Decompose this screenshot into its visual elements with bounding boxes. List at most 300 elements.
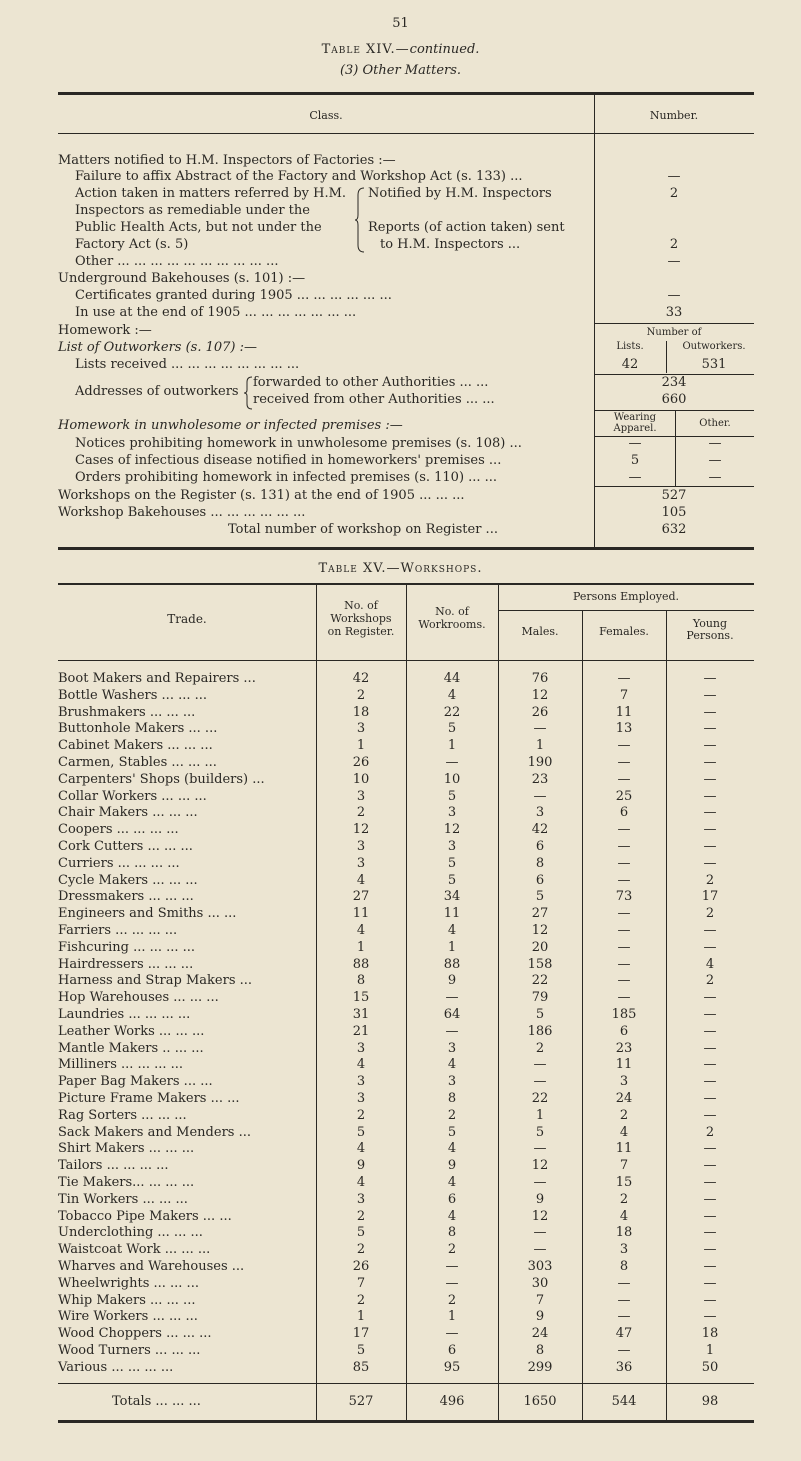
cell-young: — [703, 1208, 717, 1224]
reports-line-2: to H.M. Inspectors ... [380, 237, 521, 252]
cell-workshops: 2 [356, 1107, 366, 1123]
cell-workrooms: 22 [443, 704, 461, 720]
cell-workrooms: 1 [447, 738, 457, 754]
cell-young: — [703, 1191, 717, 1207]
cell-workshops: 31 [352, 1007, 370, 1022]
cell-females: — [617, 872, 631, 888]
cell-young: 2 [705, 1124, 715, 1140]
cell-workshops: 2 [356, 1208, 366, 1224]
cell-females: 2 [619, 1107, 629, 1123]
cases-wearing: 5 [630, 453, 640, 468]
cell-young: — [703, 1074, 717, 1090]
cell-workrooms: 5 [447, 872, 457, 888]
cell-females: — [617, 771, 631, 787]
cell-males: 12 [531, 1208, 549, 1224]
cell-females: 3 [619, 1074, 629, 1090]
cell-trade: Various ... ... ... ... [58, 1359, 174, 1375]
cases-other: — [708, 453, 722, 468]
cell-females: — [617, 738, 631, 754]
cell-trade: Picture Frame Makers ... ... [58, 1091, 240, 1106]
notices-other: — [708, 436, 722, 451]
cell-males: 5 [535, 1124, 545, 1140]
cell-workrooms: 4 [447, 1057, 457, 1073]
cell-trade: Wood Turners ... ... ... [58, 1343, 201, 1358]
cell-females: 7 [619, 687, 629, 703]
cell-males: 30 [531, 1275, 549, 1291]
col-workrooms: No. of Workrooms. [418, 605, 486, 631]
cell-workshops: 1 [356, 939, 366, 955]
cell-young: — [703, 939, 717, 955]
cell-females: 8 [619, 1259, 629, 1274]
cell-young: — [703, 923, 717, 938]
cell-workrooms: 4 [447, 1208, 457, 1224]
cell-workrooms: 4 [447, 1175, 457, 1190]
cell-workshops: 12 [352, 822, 370, 838]
cell-males: 7 [535, 1292, 545, 1308]
cell-workshops: 11 [352, 906, 370, 922]
cell-young: — [703, 771, 717, 787]
total-males: 1650 [523, 1394, 557, 1409]
cell-workrooms: 6 [447, 1343, 457, 1358]
notices-wearing: — [628, 436, 642, 451]
cell-females: 2 [619, 1191, 629, 1207]
cell-males: 1 [535, 738, 545, 754]
cell-workrooms: — [445, 1275, 459, 1291]
cell-males: — [533, 1175, 547, 1190]
cell-workshops: 2 [356, 805, 366, 821]
cell-workrooms: 2 [447, 1107, 457, 1123]
cell-workshops: 3 [356, 1074, 366, 1090]
action-line-1: Action taken in matters referred by H.M. [75, 186, 347, 201]
other-value: — [667, 254, 681, 269]
cell-trade: Paper Bag Makers ... ... [58, 1074, 213, 1090]
cell-workshops: 3 [356, 855, 366, 871]
cell-workshops: 3 [356, 788, 366, 804]
cell-males: — [533, 788, 547, 804]
cell-young: — [703, 738, 717, 754]
cell-workrooms: 8 [447, 1225, 457, 1241]
cell-workrooms: 5 [447, 721, 457, 737]
cell-workshops: 17 [352, 1326, 370, 1342]
cell-workrooms: 8 [447, 1091, 457, 1106]
cell-young: — [703, 1091, 717, 1106]
cell-trade: Cycle Makers ... ... ... [58, 872, 198, 888]
cell-males: 27 [531, 906, 549, 922]
total-females: 544 [611, 1394, 637, 1409]
table14-col-number: Number. [649, 109, 699, 122]
cell-workrooms: — [445, 1326, 459, 1342]
total-register-label: Total number of workshop on Register ... [228, 522, 498, 537]
cell-females: — [617, 671, 631, 686]
outworkers-col-label: Outworkers. [682, 341, 746, 352]
cell-young: — [703, 805, 717, 821]
cell-young: 4 [705, 956, 715, 972]
table14-section: (3) Other Matters. [339, 63, 462, 78]
cell-young: — [703, 1158, 717, 1174]
failure-value: — [667, 169, 681, 184]
cell-trade: Farriers ... ... ... ... [58, 923, 178, 938]
cell-trade: Hairdressers ... ... ... [58, 956, 194, 972]
cell-males: 9 [535, 1191, 545, 1207]
cell-females: 18 [615, 1225, 633, 1241]
outworkers-value: 531 [701, 357, 727, 372]
cell-workrooms: 4 [447, 687, 457, 703]
cell-young: — [703, 1309, 717, 1325]
cell-workrooms: 2 [447, 1242, 457, 1258]
cell-workrooms: — [445, 1259, 459, 1274]
cell-trade: Carpenters' Shops (builders) ... [58, 771, 265, 787]
cell-workrooms: 3 [447, 839, 457, 854]
cell-trade: Coopers ... ... ... ... [58, 822, 179, 838]
cell-young: 18 [701, 1326, 719, 1342]
forwarded-value: 234 [661, 375, 687, 390]
cell-females: 6 [619, 805, 629, 821]
cell-females: — [617, 1309, 631, 1325]
cell-females: — [617, 855, 631, 871]
cell-trade: Curriers ... ... ... ... [58, 855, 180, 871]
cell-trade: Brushmakers ... ... ... [58, 704, 196, 720]
cell-workrooms: 4 [447, 1141, 457, 1157]
cell-trade: Wire Workers ... ... ... [58, 1309, 198, 1325]
cell-males: 42 [531, 822, 549, 838]
cell-females: 4 [619, 1208, 629, 1224]
cell-workshops: 85 [352, 1359, 370, 1375]
cell-workshops: 2 [356, 1292, 366, 1308]
cell-trade: Whip Makers ... ... ... [58, 1292, 196, 1308]
cell-workrooms: 10 [443, 771, 461, 787]
cell-males: 158 [527, 956, 553, 972]
cell-young: — [703, 1292, 717, 1308]
cell-females: — [617, 990, 631, 1006]
cell-males: — [533, 1074, 547, 1090]
cell-females: — [617, 1275, 631, 1291]
received-value: 660 [661, 392, 687, 407]
cell-trade: Cork Cutters ... ... ... [58, 839, 193, 854]
cell-young: — [703, 839, 717, 854]
table15-title: Table XV.—Workshops. [318, 561, 483, 576]
certificates-label: Certificates granted during 1905 ... ... ... ... ... ... [75, 288, 392, 303]
cell-trade: Hop Warehouses ... ... ... [58, 990, 219, 1006]
cell-workshops: 4 [356, 1141, 366, 1157]
totals-label: Totals ... ... ... [112, 1394, 201, 1409]
cell-males: 76 [531, 671, 549, 686]
certificates-value: — [667, 288, 681, 303]
cell-males: — [533, 1225, 547, 1241]
cell-workrooms: 9 [447, 1158, 457, 1174]
total-workshops: 527 [348, 1394, 374, 1409]
forwarded-label: forwarded to other Authorities ... ... [253, 375, 489, 390]
cell-males: 5 [535, 889, 545, 905]
cell-females: — [617, 973, 631, 989]
lists-value: 42 [621, 357, 639, 372]
col-females: Females. [599, 625, 649, 638]
cell-females: 73 [615, 889, 633, 905]
cell-males: — [533, 721, 547, 737]
table14-title: Table XIV.—continued. [321, 42, 480, 57]
homework-heading: Homework :— [58, 323, 152, 338]
cell-males: 24 [531, 1326, 549, 1342]
cell-males: — [533, 1057, 547, 1073]
cell-workrooms: 4 [447, 923, 457, 938]
cell-workshops: 7 [356, 1275, 366, 1291]
underground-heading: Underground Bakehouses (s. 101) :— [58, 271, 306, 286]
lists-col-label: Lists. [616, 341, 644, 352]
cell-females: 36 [615, 1359, 633, 1375]
cell-females: 25 [615, 788, 633, 804]
cell-males: 186 [527, 1023, 553, 1039]
cell-workshops: 3 [356, 1091, 366, 1106]
cell-males: 22 [531, 973, 549, 989]
cell-workshops: 3 [356, 839, 366, 854]
cell-females: — [617, 755, 631, 770]
cell-females: 11 [615, 1057, 633, 1073]
cell-trade: Tailors ... ... ... ... [58, 1158, 169, 1174]
wearing-col-label: Wearing Apparel. [613, 412, 657, 434]
cell-males: 12 [531, 1158, 549, 1174]
cell-workrooms: — [445, 990, 459, 1006]
col-males: Males. [521, 625, 559, 638]
cell-workrooms: 3 [447, 805, 457, 821]
cell-females: 23 [615, 1040, 633, 1056]
cell-workshops: 1 [356, 738, 366, 754]
col-persons: Persons Employed. [572, 590, 680, 603]
cell-trade: Milliners ... ... ... ... [58, 1057, 184, 1073]
cell-young: 17 [701, 889, 719, 905]
cell-workshops: 8 [356, 973, 366, 989]
page-number: 51 [392, 16, 409, 31]
total-workrooms: 496 [439, 1394, 465, 1409]
cell-workshops: 2 [356, 1242, 366, 1258]
cell-trade: Shirt Makers ... ... ... [58, 1141, 195, 1157]
cell-trade: Wheelwrights ... ... ... [58, 1275, 199, 1291]
received-label: received from other Authorities ... ... [253, 392, 495, 407]
cell-workrooms: 95 [443, 1359, 461, 1375]
workshops-register-value: 527 [661, 488, 687, 503]
cell-workrooms: 3 [447, 1074, 457, 1090]
cell-workshops: 9 [356, 1158, 366, 1174]
cell-females: 185 [611, 1007, 637, 1022]
cell-trade: Buttonhole Makers ... ... [58, 721, 218, 737]
lists-received-label: Lists received ... ... ... ... ... ... ... ... [75, 357, 300, 372]
cell-young: — [703, 1023, 717, 1039]
in-use-value: 33 [665, 305, 683, 320]
number-of-label: Number of [646, 327, 702, 338]
cell-females: 47 [615, 1326, 633, 1342]
cell-females: 7 [619, 1158, 629, 1174]
cell-workrooms: 12 [443, 822, 461, 838]
cell-workshops: 1 [356, 1309, 366, 1325]
cell-females: — [617, 956, 631, 972]
cell-females: — [617, 906, 631, 922]
cell-workshops: 26 [352, 755, 370, 770]
cell-trade: Laundries ... ... ... ... [58, 1007, 191, 1022]
cell-males: 9 [535, 1309, 545, 1325]
cell-trade: Bottle Washers ... ... ... [58, 687, 208, 703]
cell-young: — [703, 687, 717, 703]
cell-males: 12 [531, 923, 549, 938]
notices-label: Notices prohibiting homework in unwholesome premises (s. 108) ... [75, 436, 522, 451]
cell-workrooms: 2 [447, 1292, 457, 1308]
cell-workrooms: — [445, 755, 459, 770]
cell-workrooms: 34 [443, 889, 461, 905]
cell-males: 8 [535, 1343, 545, 1358]
unwholesome-heading: Homework in unwholesome or infected premises :— [58, 418, 403, 433]
cell-workshops: 4 [356, 1175, 366, 1190]
cell-females: — [617, 839, 631, 854]
cell-young: 2 [705, 906, 715, 922]
notified-label: Notified by H.M. Inspectors [368, 186, 552, 201]
cell-workrooms: 5 [447, 855, 457, 871]
cell-workshops: 27 [352, 889, 370, 905]
table-row [0, 1360, 801, 1380]
cell-males: 6 [535, 872, 545, 888]
cell-males: 12 [531, 687, 549, 703]
cell-trade: Fishcuring ... ... ... ... [58, 939, 196, 955]
cell-females: 24 [615, 1091, 633, 1106]
cell-females: 13 [615, 721, 633, 737]
orders-label: Orders prohibiting homework in infected premises (s. 110) ... ... [75, 470, 498, 485]
cases-label: Cases of infectious disease notified in homeworkers' premises ... [75, 453, 502, 468]
workshop-bakehouses-value: 105 [661, 505, 687, 520]
matters-heading: Matters notified to H.M. Inspectors of Factories :— [58, 153, 396, 168]
cell-females: 11 [615, 704, 633, 720]
cell-workrooms: 1 [447, 939, 457, 955]
cell-trade: Tin Workers ... ... ... [58, 1191, 188, 1207]
cell-trade: Rag Sorters ... ... ... [58, 1107, 187, 1123]
cell-males: 3 [535, 805, 545, 821]
cell-females: 4 [619, 1124, 629, 1140]
cell-young: — [703, 1242, 717, 1258]
cell-young: 2 [705, 973, 715, 989]
table15-bottom-rule [58, 1420, 754, 1423]
workshop-bakehouses-label: Workshop Bakehouses ... ... ... ... ... ... [58, 505, 306, 520]
cell-workshops: 3 [356, 1040, 366, 1056]
cell-workrooms: 5 [447, 1124, 457, 1140]
cell-males: 26 [531, 704, 549, 720]
cell-young: 1 [705, 1343, 715, 1358]
cell-males: 190 [527, 755, 553, 770]
cell-females: — [617, 1292, 631, 1308]
cell-trade: Waistcoat Work ... ... ... [58, 1242, 211, 1258]
cell-workrooms: 5 [447, 788, 457, 804]
table15-totals-rule [58, 1383, 754, 1384]
cell-males: — [533, 1141, 547, 1157]
col-trade: Trade. [167, 612, 207, 626]
cell-workrooms: — [445, 1023, 459, 1039]
cell-young: — [703, 1107, 717, 1123]
cell-workshops: 88 [352, 956, 370, 972]
cell-young: — [703, 990, 717, 1006]
cell-young: — [703, 822, 717, 838]
cell-males: 23 [531, 771, 549, 787]
total-register-value: 632 [661, 522, 687, 537]
cell-females: 6 [619, 1023, 629, 1039]
cell-workrooms: 64 [443, 1007, 461, 1022]
cell-trade: Chair Makers ... ... ... [58, 805, 198, 821]
cell-young: — [703, 671, 717, 686]
cell-young: — [703, 1040, 717, 1056]
cell-young: — [703, 1057, 717, 1073]
cell-trade: Wharves and Warehouses ... [58, 1259, 245, 1274]
cell-trade: Dressmakers ... ... ... [58, 889, 194, 905]
cell-workshops: 5 [356, 1343, 366, 1358]
cell-trade: Underclothing ... ... ... [58, 1225, 203, 1241]
cell-workrooms: 1 [447, 1309, 457, 1325]
cell-workshops: 18 [352, 704, 370, 720]
cell-trade: Wood Choppers ... ... ... [58, 1326, 212, 1342]
other-label: Other ... ... ... ... ... ... ... ... ... ... [75, 254, 279, 269]
cell-trade: Carmen, Stables ... ... ... [58, 755, 217, 770]
cell-young: — [703, 755, 717, 770]
cell-trade: Tie Makers... ... ... ... [58, 1175, 195, 1190]
orders-wearing: — [628, 470, 642, 485]
cell-workshops: 5 [356, 1124, 366, 1140]
cell-females: — [617, 923, 631, 938]
list-outworkers-heading: List of Outworkers (s. 107) :— [58, 340, 258, 355]
cell-workshops: 3 [356, 721, 366, 737]
reports-line-1: Reports (of action taken) sent [368, 220, 565, 235]
workshops-register-label: Workshops on the Register (s. 131) at the end of 1905 ... ... ... [58, 488, 465, 503]
notified-value: 2 [669, 186, 679, 201]
table14-col-class: Class. [309, 109, 343, 122]
cell-males: 22 [531, 1091, 549, 1106]
cell-young: — [703, 1007, 717, 1022]
cell-workshops: 15 [352, 990, 370, 1006]
in-use-label: In use at the end of 1905 ... ... ... ... ... ... ... [75, 305, 357, 320]
cell-workshops: 2 [356, 687, 366, 703]
cell-young: 2 [705, 872, 715, 888]
action-line-2: Inspectors as remediable under the [75, 203, 310, 218]
cell-females: — [617, 1343, 631, 1358]
cell-workshops: 42 [352, 671, 370, 686]
cell-workshops: 4 [356, 1057, 366, 1073]
cell-trade: Boot Makers and Repairers ... [58, 671, 256, 686]
cell-trade: Cabinet Makers ... ... ... [58, 738, 213, 754]
failure-label: Failure to affix Abstract of the Factory and Workshop Act (s. 133) ... [75, 169, 523, 184]
cell-males: 1 [535, 1107, 545, 1123]
cell-young: — [703, 788, 717, 804]
cell-workshops: 3 [356, 1191, 366, 1207]
cell-workshops: 26 [352, 1259, 370, 1274]
action-line-3: Public Health Acts, but not under the [75, 220, 322, 235]
cell-females: 11 [615, 1141, 633, 1157]
cell-trade: Engineers and Smiths ... ... [58, 906, 237, 922]
cell-males: 5 [535, 1007, 545, 1022]
cell-workshops: 5 [356, 1225, 366, 1241]
cell-males: 2 [535, 1040, 545, 1056]
cell-females: — [617, 939, 631, 955]
orders-other: — [708, 470, 722, 485]
cell-young: 50 [701, 1359, 719, 1375]
cell-young: — [703, 1175, 717, 1190]
cell-females: 15 [615, 1175, 633, 1190]
cell-males: 299 [527, 1359, 553, 1375]
addresses-label: Addresses of outworkers [75, 384, 239, 399]
cell-workrooms: 88 [443, 956, 461, 972]
cell-young: — [703, 855, 717, 871]
cell-males: 303 [527, 1259, 553, 1274]
cell-young: — [703, 1225, 717, 1241]
cell-trade: Leather Works ... ... ... [58, 1023, 205, 1039]
cell-males: 79 [531, 990, 549, 1006]
cell-trade: Sack Makers and Menders ... [58, 1124, 251, 1140]
col-young: Young Persons. [686, 617, 734, 642]
cell-males: 6 [535, 839, 545, 854]
cell-young: — [703, 1141, 717, 1157]
col-workshops: No. of Workshops on Register. [327, 599, 395, 638]
cell-workrooms: 9 [447, 973, 457, 989]
cell-workrooms: 44 [443, 671, 461, 686]
